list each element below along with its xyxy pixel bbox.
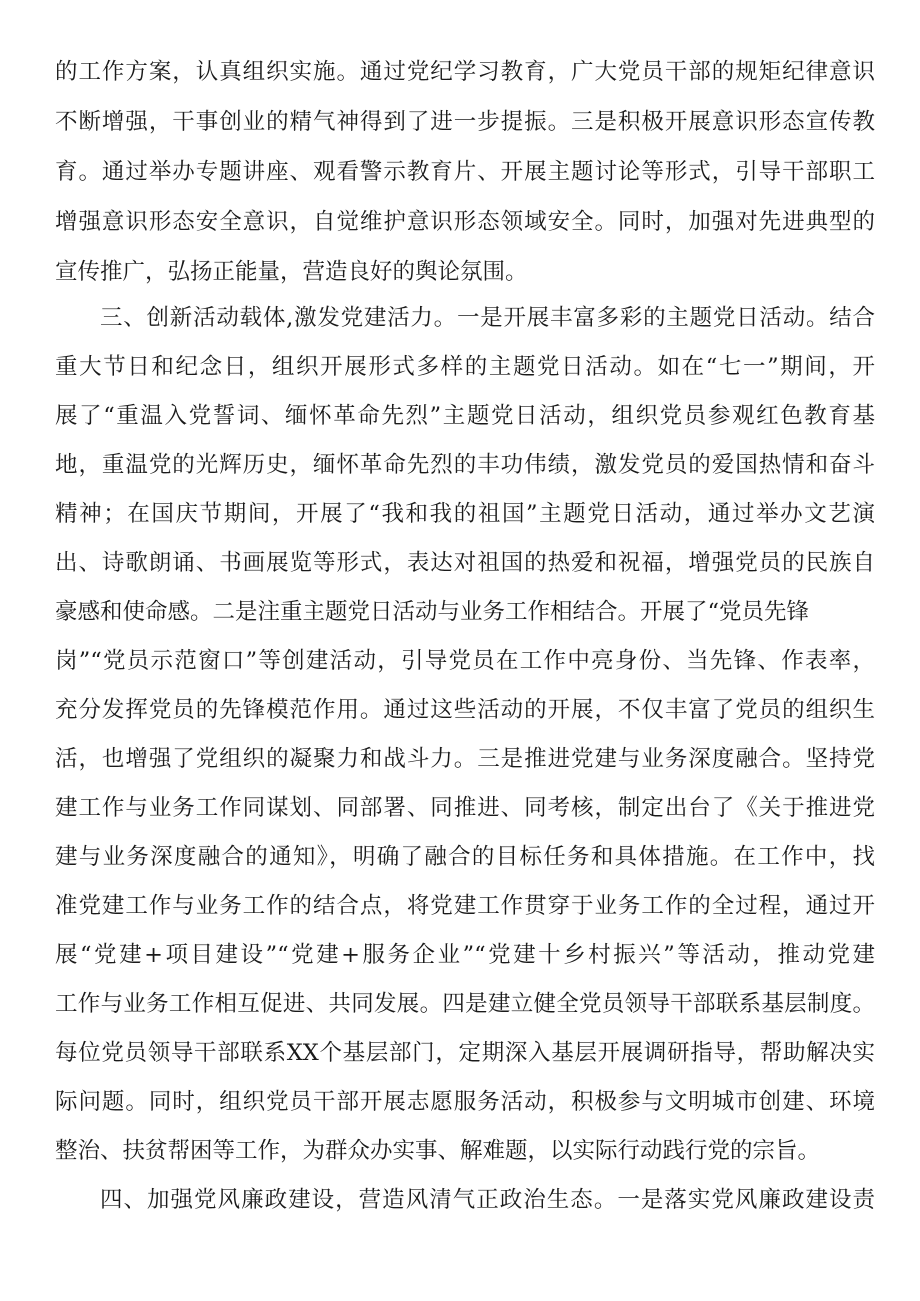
text-line: 展“党建+项目建设”“党建+服务企业”“党建十乡村振兴”等活动，推动党建 <box>55 942 875 968</box>
text-line: 出、诗歌朗诵、书画展览等形式，表达对祖国的热爱和祝福，增强党员的民族自 <box>55 550 875 576</box>
text-line: 际问题。同时，组织党员干部开展志愿服务活动，积极参与文明城市创建、环境 <box>55 1089 875 1115</box>
text-line: 不断增强，干事创业的精气神得到了进一步提振。三是积极开展意识形态宣传教 <box>55 109 875 135</box>
text-line: 活，也增强了党组织的凝聚力和战斗力。三是推进党建与业务深度融合。坚持党 <box>55 746 875 772</box>
text-line: 建工作与业务工作同谋划、同部署、同推进、同考核，制定出台了《关于推进党 <box>55 795 875 821</box>
text-line: 重大节日和纪念日，组织开展形式多样的主题党日活动。如在“七一”期间，开 <box>55 354 875 380</box>
text-line: 宣传推广，弘扬正能量，营造良好的舆论氛围。 <box>55 259 528 285</box>
section-heading-line: 三、创新活动载体,激发党建活力。一是开展丰富多彩的主题党日活动。结合 <box>100 305 875 331</box>
text-line: 准党建工作与业务工作的结合点，将党建工作贯穿于业务工作的全过程，通过开 <box>55 893 875 919</box>
section-heading-line: 四、加强党风廉政建设，营造风清气正政治生态。一是落实党风廉政建设责 <box>100 1187 875 1213</box>
text-line: 育。通过举办专题讲座、观看警示教育片、开展主题讨论等形式，引导干部职工 <box>55 159 875 185</box>
text-line: 的工作方案，认真组织实施。通过党纪学习教育，广大党员干部的规矩纪律意识 <box>55 59 875 85</box>
text-line: 展了“重温入党誓词、缅怀革命先烈”主题党日活动，组织党员参观红色教育基 <box>55 403 875 429</box>
text-line: 岗”“党员示范窗口”等创建活动，引导党员在工作中亮身份、当先锋、作表率， <box>55 648 875 674</box>
text-line: 整治、扶贫帮困等工作，为群众办实事、解难题，以实际行动践行党的宗旨。 <box>55 1138 821 1164</box>
text-line: 豪感和使命感。二是注重主题党日活动与业务工作相结合。开展了“党员先锋 <box>55 599 810 625</box>
text-line: 充分发挥党员的先锋模范作用。通过这些活动的开展，不仅丰富了党员的组织生 <box>55 697 875 723</box>
text-line: 工作与业务工作相互促进、共同发展。四是建立健全党员领导干部联系基层制度。 <box>55 991 875 1017</box>
text-line: 精神；在国庆节期间，开展了“我和我的祖国”主题党日活动，通过举办文艺演 <box>55 501 875 527</box>
text-line: 增强意识形态安全意识，自觉维护意识形态领域安全。同时，加强对先进典型的 <box>55 209 875 235</box>
text-line: 地，重温党的光辉历史，缅怀革命先烈的丰功伟绩，激发党员的爱国热情和奋斗 <box>55 452 875 478</box>
text-line: 每位党员领导干部联系XX个基层部门，定期深入基层开展调研指导，帮助解决实 <box>55 1040 875 1066</box>
text-line: 建与业务深度融合的通知》，明确了融合的目标任务和具体措施。在工作中，找 <box>55 844 875 870</box>
